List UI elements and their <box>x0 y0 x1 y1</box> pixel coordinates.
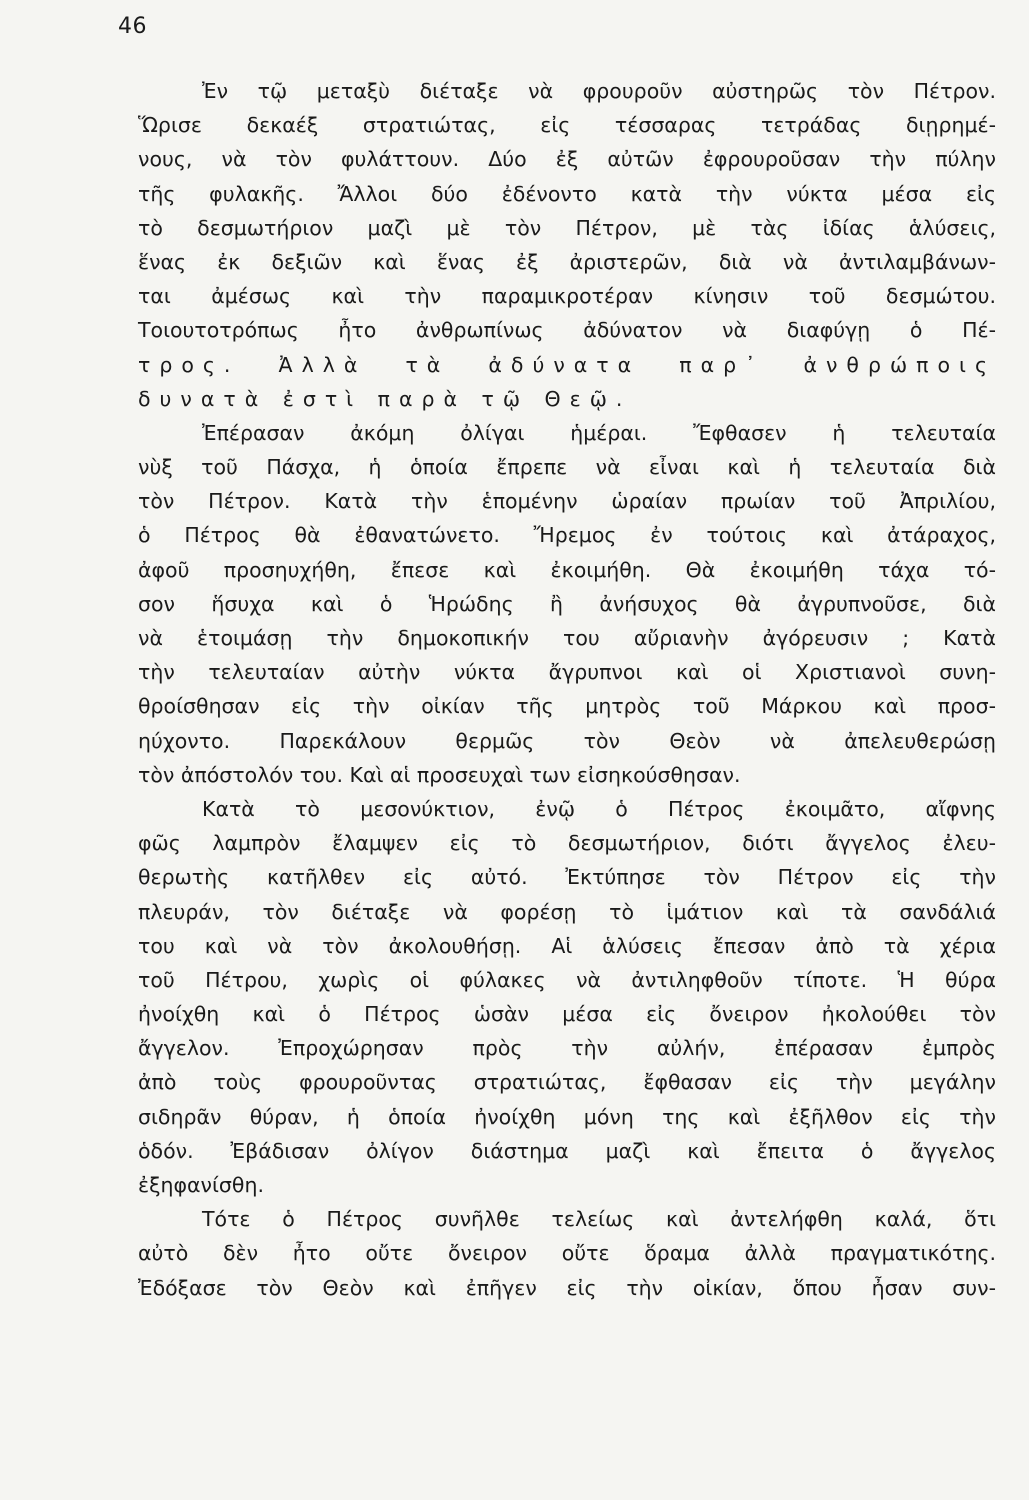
text-line: ἀπὸ τοὺς φρουροῦντας στρατιώτας, ἔφθασαν εἰς τὴν μεγάλην <box>138 1070 996 1095</box>
text-line: ἀφοῦ προσηυχήθη, ἔπεσε καὶ ἐκοιμήθη. Θὰ ἐκοιμήθη τάχα τό- <box>138 557 996 582</box>
text-line: νὺξ τοῦ Πάσχα, ἡ ὁποία ἔπρεπε νὰ εἶναι καὶ ἡ τελευταία διὰ <box>138 455 996 480</box>
text-line: σον ἥσυχα καὶ ὁ Ἡρώδης ἢ ἀνήσυχος θὰ ἀγρυπνοῦσε, διὰ <box>138 591 996 616</box>
text-line: ἄγγελον. Ἐπροχώρησαν πρὸς τὴν αὐλήν, ἐπέρασαν ἐμπρὸς <box>138 1036 996 1061</box>
text-line: ὁ Πέτρος θὰ ἐθανατώνετο. Ἤρεμος ἐν τούτοις καὶ ἀτάραχος, <box>138 523 996 548</box>
text-line: τὸ δεσμωτήριον μαζὶ μὲ τὸν Πέτρον, μὲ τὰς ἰδίας ἁλύσεις, <box>138 215 996 240</box>
text-line: νὰ ἑτοιμάσῃ τὴν δημοκοπικήν του αὔριανὴν ἀγόρευσιν ; Κατὰ <box>138 626 996 650</box>
text-line: θροίσθησαν εἰς τὴν οἰκίαν τῆς μητρὸς τοῦ Μάρκου καὶ προσ- <box>138 694 996 719</box>
text-line: ἐξηφανίσθη. <box>138 1173 264 1197</box>
text-line: τοῦ Πέτρου, χωρὶς οἱ φύλακες νὰ ἀντιληφθοῦν τίποτε. Ἡ θύρα <box>138 967 996 992</box>
text-line: Κατὰ τὸ μεσονύκτιον, ἐνῷ ὁ Πέτρος ἐκοιμᾶτο, αἴφνης <box>202 796 996 821</box>
text-line: του καὶ νὰ τὸν ἀκολουθήσῃ. Αἱ ἁλύσεις ἔπεσαν ἀπὸ τὰ χέρια <box>138 933 996 958</box>
text-line: τῆς φυλακῆς. Ἄλλοι δύο ἐδένοντο κατὰ τὴν νύκτα μέσα εἰς <box>138 181 996 206</box>
text-line: τὴν τελευταίαν αὐτὴν νύκτα ἄγρυπνοι καὶ οἱ Χριστιανοὶ συνη- <box>138 660 996 685</box>
text-line: Τότε ὁ Πέτρος συνῆλθε τελείως καὶ ἀντελήφθη καλά, ὅτι <box>202 1207 996 1232</box>
text-line: Τοιουτοτρόπως ἦτο ἀνθρωπίνως ἀδύνατον νὰ διαφύγῃ ὁ Πέ- <box>138 318 996 343</box>
text-line: ται ἀμέσως καὶ τὴν παραμικροτέραν κίνησιν τοῦ δεσμώτου. <box>138 284 996 309</box>
text-line: τὸν Πέτρον. Κατὰ τὴν ἑπομένην ὡραίαν πρωίαν τοῦ Ἀπριλίου, <box>138 489 996 514</box>
text-line: Ἐν τῷ μεταξὺ διέταξε νὰ φρουροῦν αὐστηρῶς τὸν Πέτρον. <box>202 79 996 103</box>
text-line: Ἐδόξασε τὸν Θεὸν καὶ ἐπῆγεν εἰς τὴν οἰκίαν, ὅπου ἦσαν συν- <box>138 1275 996 1300</box>
text-line: θερωτὴς κατῆλθεν εἰς αὐτό. Ἐκτύπησε τὸν Πέτρον εἰς τὴν <box>138 865 996 890</box>
text-line: ηύχοντο. Παρεκάλουν θερμῶς τὸν Θεὸν νὰ ἀπελευθερώσῃ <box>138 728 996 753</box>
page-number: 46 <box>118 14 147 39</box>
text-line: ἠνοίχθη καὶ ὁ Πέτρος ὡσὰν μέσα εἰς ὄνειρον ἠκολούθει τὸν <box>138 1002 996 1027</box>
text-line: τὸν ἀπόστολόν του. Καὶ αἱ προσευχαὶ των εἰσηκούσθησαν. <box>138 762 741 787</box>
text-line: δυνατὰ ἐστὶ παρὰ τῷ Θεῷ. <box>138 386 632 411</box>
text-line: αὐτὸ δὲν ἦτο οὔτε ὄνειρον οὔτε ὅραμα ἀλλὰ πραγματικότης. <box>138 1241 996 1266</box>
text-line: ἕνας ἐκ δεξιῶν καὶ ἕνας ἐξ ἀριστερῶν, διὰ νὰ ἀντιλαμβάνων- <box>138 249 996 274</box>
text-line: Ὥρισε δεκαέξ στρατιώτας, εἰς τέσσαρας τετράδας διῃρημέ- <box>138 113 996 138</box>
text-line: σιδηρᾶν θύραν, ἡ ὁποία ἠνοίχθη μόνη της καὶ ἐξῆλθον εἰς τὴν <box>138 1104 996 1129</box>
text-line: νους, νὰ τὸν φυλάττουν. Δύο ἐξ αὐτῶν ἐφρουροῦσαν τὴν πύλην <box>138 147 996 172</box>
text-line: φῶς λαμπρὸν ἔλαμψεν εἰς τὸ δεσμωτήριον, διότι ἄγγελος ἐλευ- <box>138 831 996 856</box>
text-line: πλευράν, τὸν διέταξε νὰ φορέσῃ τὸ ἱμάτιον καὶ τὰ σανδάλιά <box>138 899 996 924</box>
text-line: ὁδόν. Ἐβάδισαν ὀλίγον διάστημα μαζὶ καὶ ἔπειτα ὁ ἄγγελος <box>138 1138 996 1163</box>
text-line: Ἐπέρασαν ἀκόμη ὀλίγαι ἡμέραι. Ἔφθασεν ἡ τελευταία <box>202 420 996 445</box>
body-text <box>138 74 996 1305</box>
text-line: τρος. Ἀλλὰ τὰ ἀδύνατα παρ᾽ ἀνθρώποις <box>138 352 996 377</box>
